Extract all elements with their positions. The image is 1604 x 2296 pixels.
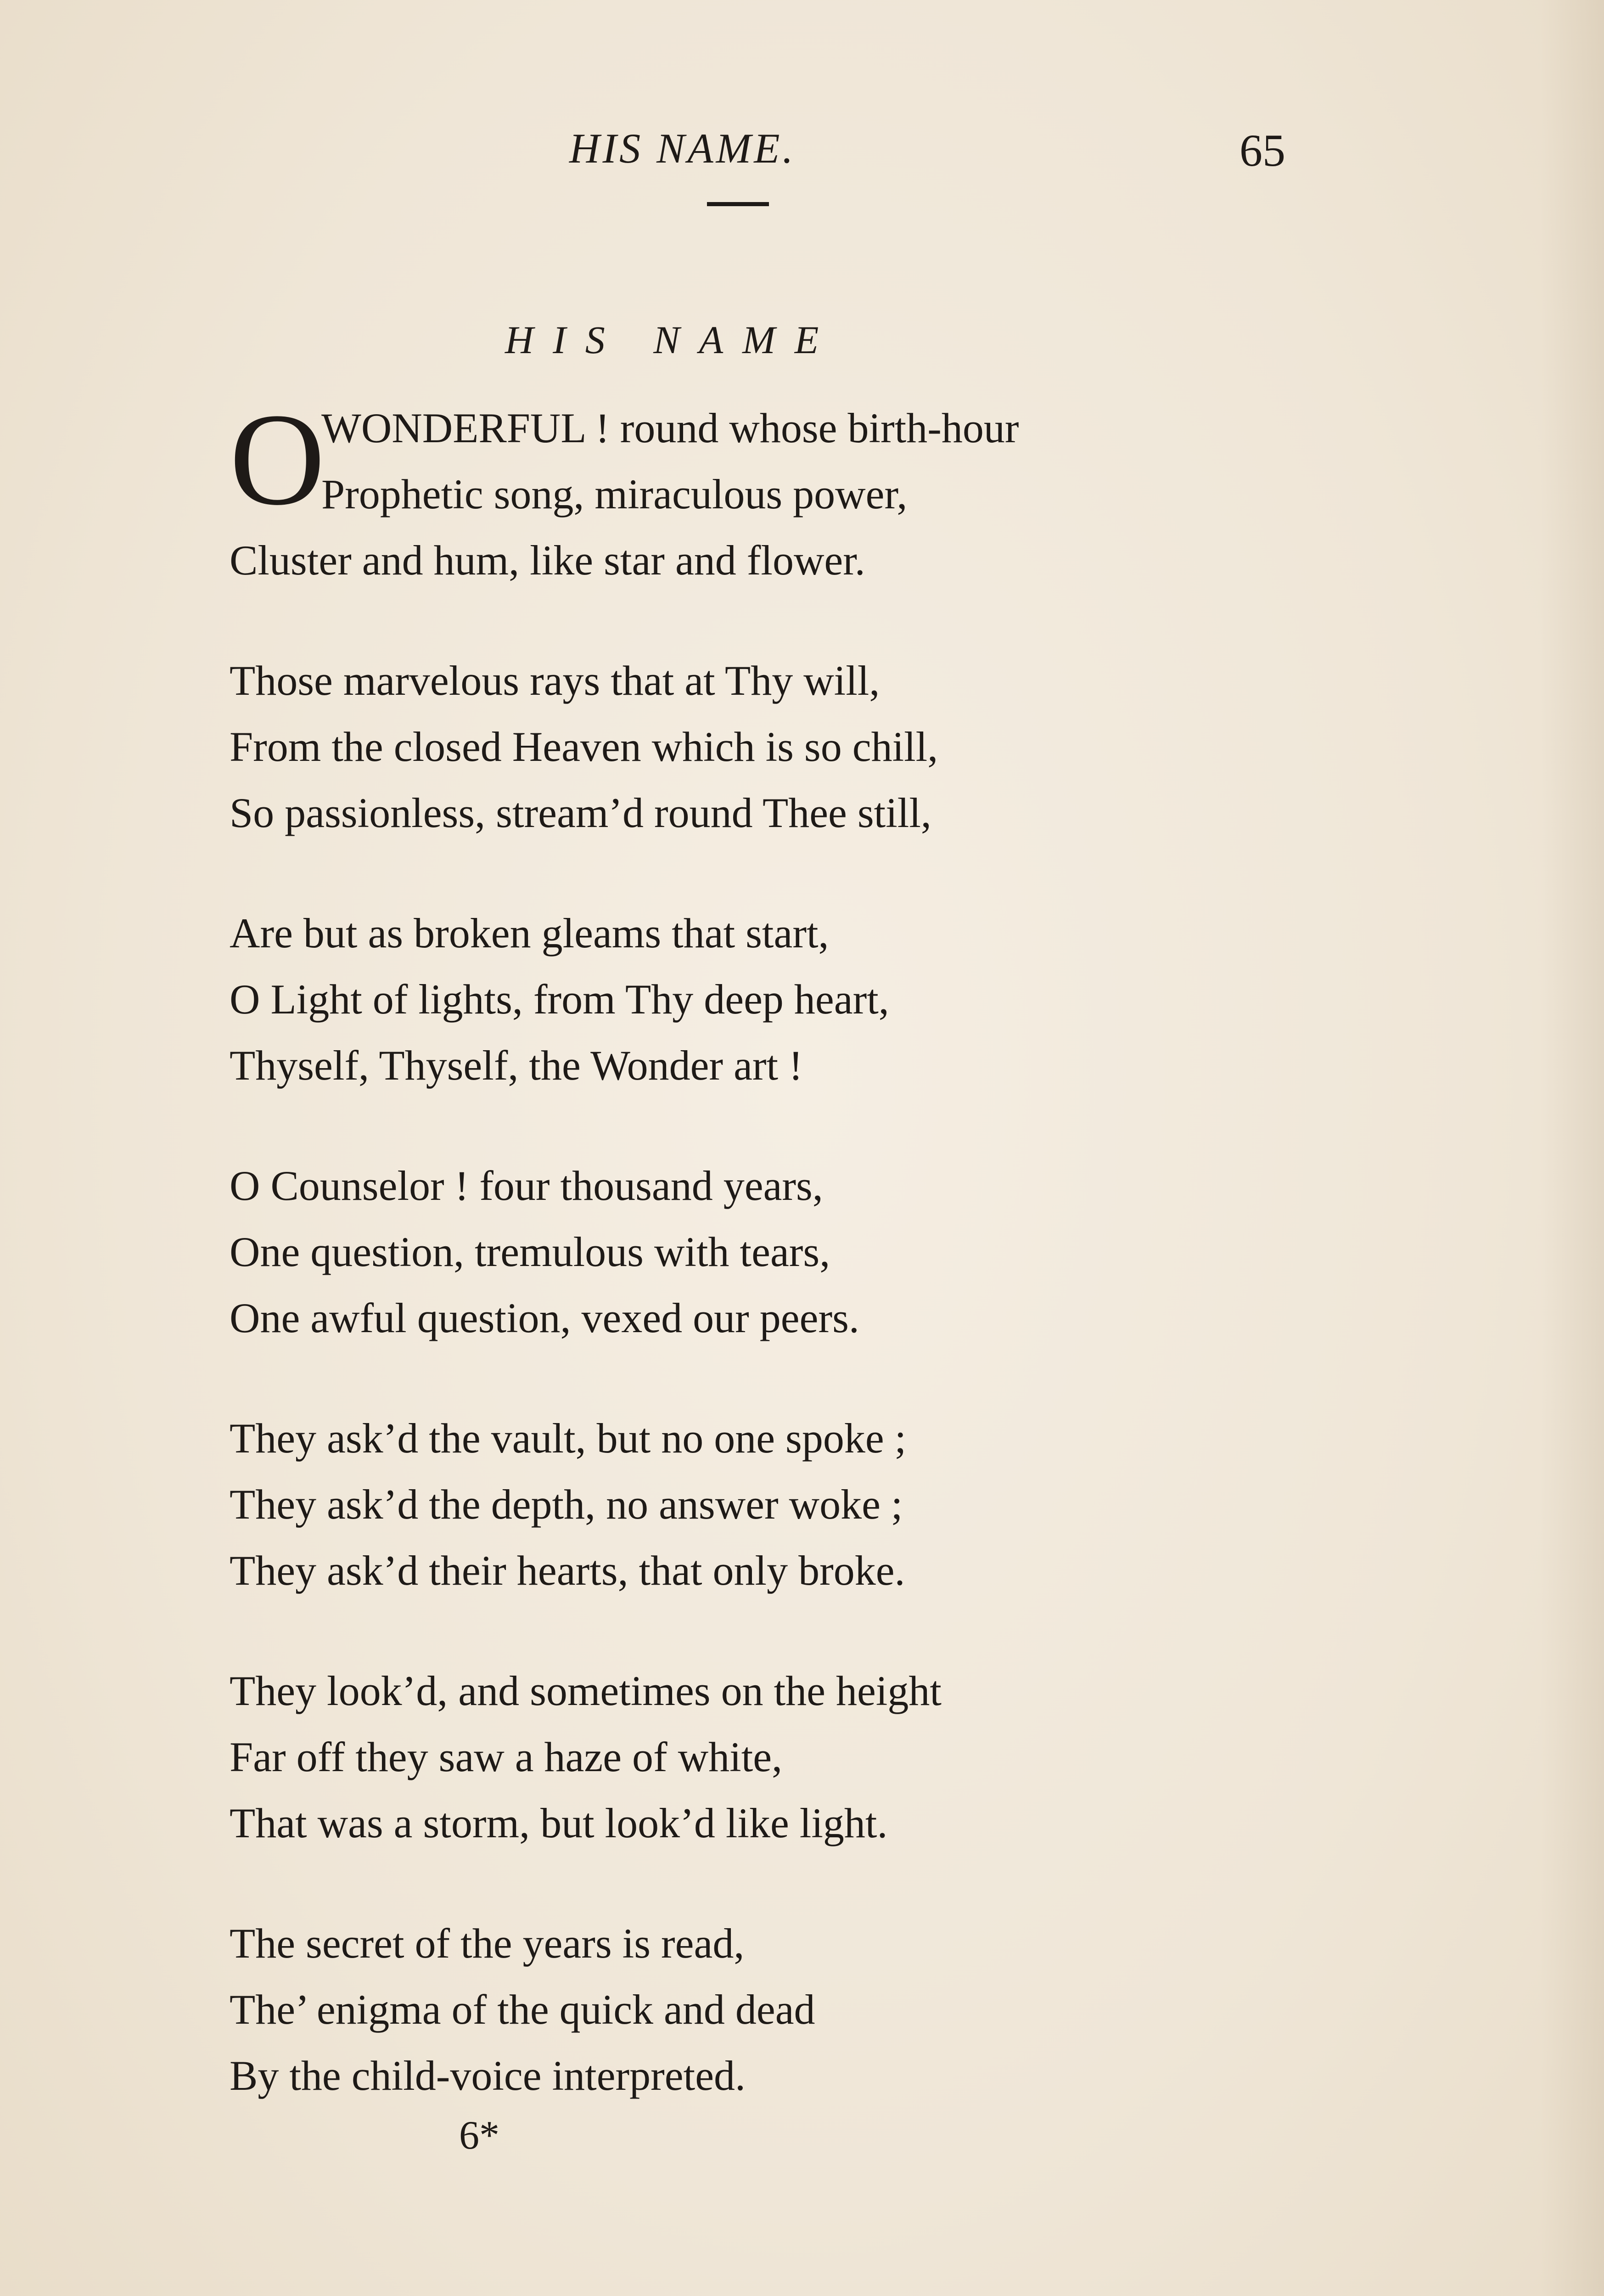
- poem-line: They ask’d the vault, but no one spoke ;: [230, 1415, 907, 1462]
- poem-body: [230, 386, 1331, 2109]
- poem-line: The’ enigma of the quick and dead: [230, 1986, 815, 2033]
- poem-line: Those marvelous rays that at Thy will,: [230, 657, 880, 704]
- page-number: 65: [1239, 125, 1285, 176]
- poem-line: Cluster and hum, like star and flower.: [230, 537, 865, 584]
- poem-line: O Counselor ! four thousand years,: [230, 1162, 823, 1209]
- poem-line: The secret of the years is read,: [230, 1920, 745, 1967]
- poem-line: WONDERFUL ! round whose birth-hour: [321, 405, 1019, 451]
- stanza-gap: [230, 1098, 1331, 1153]
- poem-line: One awful question, vexed our peers.: [230, 1294, 859, 1341]
- poem-line: Thyself, Thyself, the Wonder art !: [230, 1042, 803, 1089]
- drop-cap: O: [230, 386, 325, 533]
- poem-line: That was a storm, but look’d like light.: [230, 1800, 888, 1846]
- stanza: [230, 386, 1331, 593]
- stanza-gap: [230, 846, 1331, 900]
- stanza-gap: [230, 593, 1331, 647]
- stanza: [230, 1658, 1331, 1856]
- poem-line: From the closed Heaven which is so chill,: [230, 723, 938, 770]
- stanza: [230, 1910, 1331, 2109]
- stanza: [230, 900, 1331, 1098]
- header-rule: [707, 202, 769, 206]
- stanza-gap: [230, 1351, 1331, 1405]
- stanza-gap: [230, 1856, 1331, 1910]
- poem-line: Far off they saw a haze of white,: [230, 1733, 783, 1780]
- running-head: [0, 124, 1604, 179]
- poem-line: Prophetic song, miraculous power,: [321, 471, 908, 518]
- stanza: [230, 1153, 1331, 1351]
- poem-line: By the child-voice interpreted.: [230, 2052, 746, 2099]
- poem-line: Are but as broken gleams that start,: [230, 910, 829, 957]
- signature-mark: 6*: [459, 2113, 499, 2158]
- poem-line: They ask’d the depth, no answer woke ;: [230, 1481, 903, 1528]
- stanza-gap: [230, 1604, 1331, 1658]
- page-edge-shadow: [1540, 0, 1604, 2296]
- poem-line: They ask’d their hearts, that only broke.: [230, 1547, 905, 1594]
- running-title: HIS NAME.: [569, 125, 796, 172]
- poem-line: O Light of lights, from Thy deep heart,: [230, 976, 889, 1023]
- poem-line: They look’d, and sometimes on the height: [230, 1667, 942, 1714]
- stanza: [230, 1405, 1331, 1604]
- poem-line: One question, tremulous with tears,: [230, 1228, 830, 1275]
- poem-line: So passionless, stream’d round Thee still,: [230, 789, 931, 836]
- stanza: [230, 647, 1331, 846]
- poem-title: HIS NAME: [505, 318, 838, 362]
